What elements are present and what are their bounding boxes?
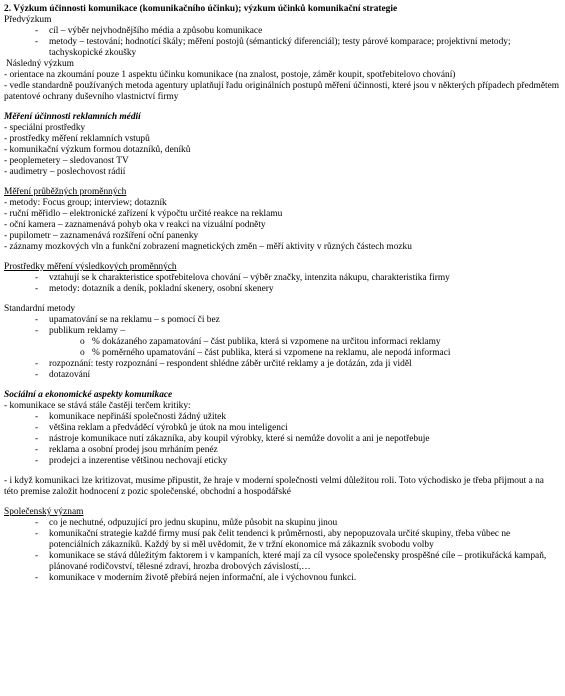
- main-heading: 2. Výzkum účinnosti komunikace (komunikačního účinku); výzkum účinků komunikační strategie: [4, 4, 398, 14]
- list-item: - dotazování: [35, 370, 91, 380]
- standardni-title: Standardní metody: [4, 304, 76, 314]
- socialni-title: Sociální a ekonomické aspekty komunikace: [4, 390, 173, 400]
- prubezne-title: Měření průběžných proměnných: [4, 187, 127, 197]
- socialni-intro: - komunikace se stává stále častěji terčem kritiky:: [4, 401, 191, 411]
- list-item: - reklama a osobní prodej jsou mrháním penéz: [35, 445, 218, 455]
- list-item: - komunikační výzkum formou dotazníků, deníků: [4, 145, 191, 155]
- list-item: - upamatování se na reklamu – s pomocí či bez: [35, 315, 220, 325]
- list-item: - vedle standardně používaných metoda agentury uplatňují řadu originálních postupů měření účinnosti, které jsou v některých případech předmětem patentové ochrany duševního vlastnictví firmy: [4, 81, 560, 102]
- list-item: - speciální prostředky: [4, 123, 86, 133]
- list-item: - rozpoznání: testy rozpoznání – respondent shlédne záběr určité reklamy a je dotázán, zda ji viděl: [35, 359, 412, 369]
- list-item: - komunikace v moderním životě přebírá nejen informační, ale i výchovnou funkci.: [35, 573, 357, 583]
- list-item: - metody: Focus group; interview; dotazník: [4, 198, 167, 208]
- list-item: - komunikační strategie každé firmy musí pak čelit tendenci k průměrnosti, aby nepopuzovala určité skupiny, třeba vůbec ne potenciálních zákazníků. Každý by si měl uvědomit, že v tržní ekonomice má zákazník svobodu volby: [35, 529, 511, 550]
- list-item: - oční kamera – zaznamenává pohyb oka v reakci na vizuální podněty: [4, 220, 266, 230]
- list-item: - metody: dotazník a deník, pokladní skenery, osobní skenery: [35, 284, 274, 294]
- list-item: - ruční měřidlo – elektronické zařízení k výpočtu určité reakce na reklamu: [4, 209, 283, 219]
- list-item: - prostředky měření reklamních vstupů: [4, 134, 150, 144]
- list-item: - co je nechutné, odpuzující pro jednu skupinu, může působit na skupinu jinou: [35, 518, 338, 528]
- predvyzkum-title: Předvýzkum: [4, 15, 52, 25]
- list-item: - pupilometr – zaznamenává rozšíření oční panenky: [4, 231, 199, 241]
- list-item: - komunikace se stává důležitým faktorem i v kampaních, které mají za cíl vysoce společensky prospěšné cíle – protikuřácká kampaň, plánované rodičovství, tělesné zdraví, hrozba drobových závislostí,…: [35, 551, 547, 572]
- list-item: - vztahují se k charakteristice spotřebitelova chování – výběr značky, intenzita nákupu, charakteristika firmy: [35, 273, 450, 283]
- list-item: - audimetry – poslechovost rádií: [4, 167, 126, 177]
- list-item: - prodejci a inzerentise většinou nechovají eticky: [35, 456, 228, 466]
- list-item: - záznamy mozkových vln a funkční zobrazení magnetických změn – měří aktivity v různých částech mozku: [4, 242, 412, 252]
- list-item: - cíl – výběr nejvhodnějšího média a způsobu komunikace: [35, 26, 263, 36]
- vysledkove-title: Prostředky měření výsledkových proměnných: [4, 262, 177, 272]
- sub-list-item: o % poměrného upamatování – část publika, která si vzpomene na reklamu, ale nepodá informaci: [80, 348, 451, 358]
- list-item: - komunikace nepřináší společnosti žádný užitek: [35, 412, 227, 422]
- socialni-paragraph: - i když komunikaci lze kritizovat, musíme připustit, že hraje v moderní společnosti velmi důležitou roli. Toto východisko je třeba přijmout a na této premise založit hodnocení z pozic společenské, obchodní a hospodářské: [4, 476, 544, 497]
- list-item: - metody – testování; hodnotící škály; měření postojů (sémantický diferenciál); testy párové komparace; projektivní metody; tachyskopické zkoušky: [35, 37, 511, 58]
- mereni-title: Měření účinnosti reklamních médií: [4, 112, 141, 122]
- spolecensky-title: Společenský význam: [4, 507, 84, 517]
- nasledny-title: Následný výzkum: [6, 59, 74, 69]
- list-item: - orientace na zkoumání pouze 1 aspektu účinku komunikace (na znalost, postoje, záměr koupit, spotřebitelovo chování): [4, 70, 456, 80]
- list-item: - většina reklam a předváděcí výrobků je útok na mou inteligenci: [35, 423, 288, 433]
- sub-list-item: o % dokázaného zapamatování – část publika, která si vzpomene na určitou informaci reklamy: [80, 337, 441, 347]
- list-item: - publikum reklamy –: [35, 326, 126, 336]
- list-item: - nástroje komunikace nutí zákazníka, aby koupil výrobky, které si nemůže dovolit a ani je nepotřebuje: [35, 434, 430, 444]
- list-item: - peoplemetery – sledovanost TV: [4, 156, 129, 166]
